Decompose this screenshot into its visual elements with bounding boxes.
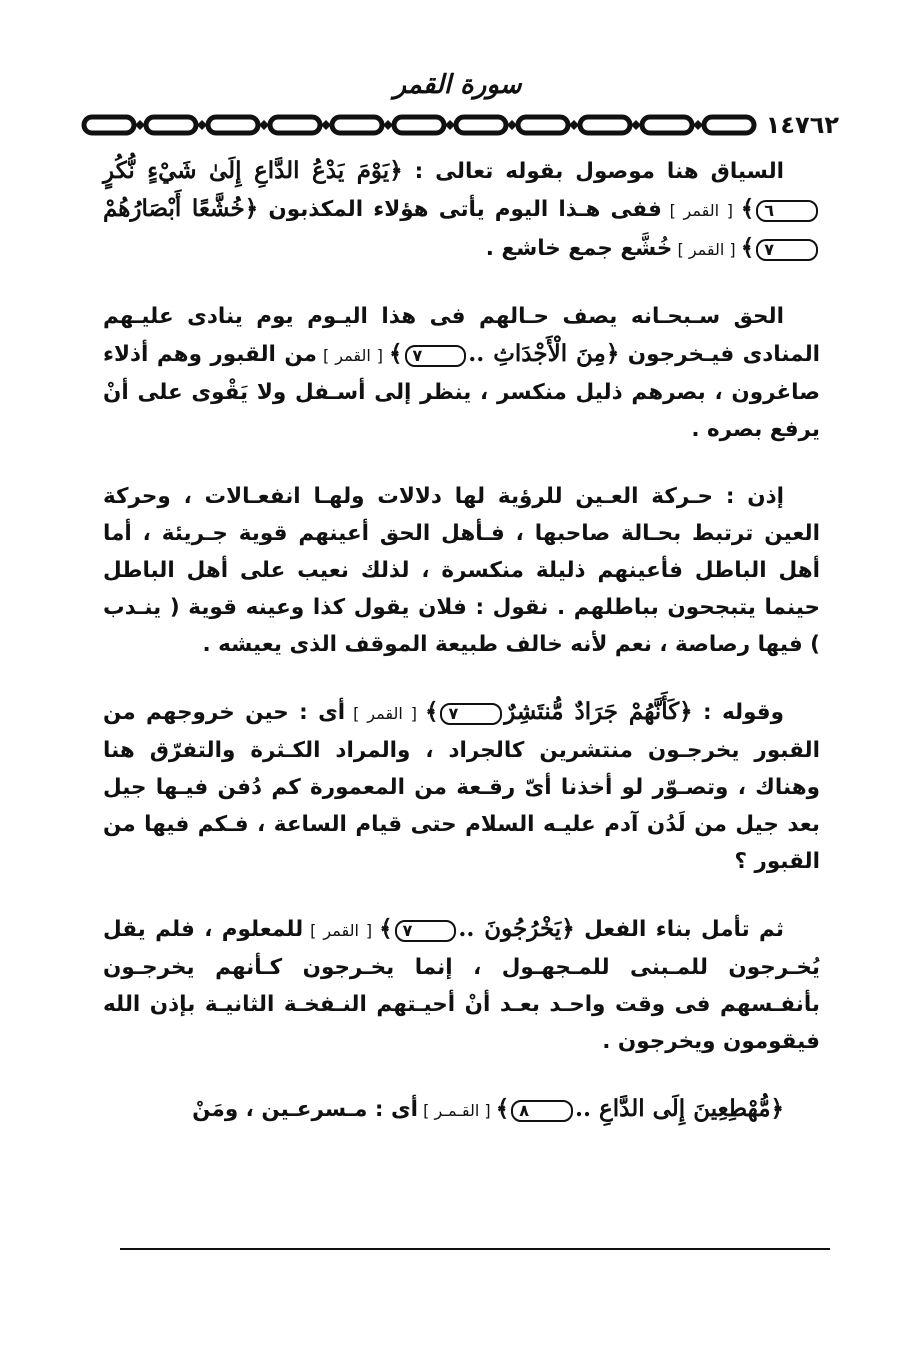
paragraph-5 xyxy=(103,910,820,1060)
text-run: ثم تأمل بناء الفعل xyxy=(574,917,784,942)
chain-ornament xyxy=(80,110,780,140)
ayah-number: ٨ xyxy=(511,1100,573,1122)
text-run: إذن : حـركة العـين للرؤية لها دلالات ولهـا انفعـالات ، وحركة العين ترتبط بحـالة صاحبها ، فـأهل الحق أعينهم قوية جـريئة ، أما أهل الباطل فأعينهم ذليلة منكسرة ، لذلك نعيب على أهل الباطل حينما يتبجحون بباطلهم . نقول : فلان يقول كذا وعينه قوية ( ينـدب ) فيها رصاصة ، نعم لأنه خالف طبيعة الموقف الذى يعيشه . xyxy=(103,484,820,657)
ayah-number: ٧ xyxy=(405,345,467,367)
quran-verse: ﴾ xyxy=(389,340,403,367)
quran-verse: ﴿يَوْمَ يَدْعُ الدَّاعِ إِلَىٰ شَيْءٍ نُّكُرٍ xyxy=(103,157,403,184)
page-body xyxy=(103,152,820,1159)
ayah-number: ٧ xyxy=(395,920,457,942)
paragraph-1 xyxy=(103,152,820,268)
text-run: للمعلوم ، فلم يقل يُخـرجون للمـبنى للمـجهـول ، إنما يخـرجون كـأنهم يخرجـون بأنفـسهم فى وقت واحـد بعـد أنْ أحيـتهم النـفخـة الثانيـة بإذن الله فيقومون ويخرجون . xyxy=(103,917,820,1054)
quran-verse: ﴾ xyxy=(379,915,393,942)
chain-link xyxy=(518,117,568,133)
chain-link xyxy=(456,117,506,133)
quran-verse: ﴿مِنَ الْأَجْدَاثِ .. xyxy=(468,340,620,367)
bottom-rule xyxy=(120,1248,830,1250)
ayah-number: ٦ xyxy=(756,200,818,222)
text-run: أى : مـسرعـين ، ومَنْ xyxy=(192,1097,419,1122)
chain-link xyxy=(208,117,258,133)
header-ornament-band xyxy=(80,110,845,140)
text-run: وقوله : xyxy=(692,700,784,725)
verse-reference: [ القمر ] xyxy=(317,346,390,365)
verse-reference: [ القمر ] xyxy=(303,921,380,940)
quran-verse: ﴾ xyxy=(740,195,755,222)
ayah-number: ٧ xyxy=(756,239,818,261)
chain-link xyxy=(146,117,196,133)
text-run: أى : حين خروجهم من القبور يخرجـون منتشرين كالجراد ، والمراد الكـثرة والتفرّق هنا وهناك ، وتصـوّر لو أخذنا أىّ رقـعة من المعمورة كم دُفن فيـها جيل بعد جيل من لَدُن آدم عليـه السلام حتى قيام الساعة ، فـكم فيها من القبور ؟ xyxy=(103,700,820,874)
paragraph-6 xyxy=(103,1090,820,1129)
text-run: ففى هـذا اليوم يأتى هؤلاء المكذبون xyxy=(258,197,662,222)
verse-reference: [ القمر ] xyxy=(661,201,741,220)
verse-reference: [ القـمـر ] xyxy=(418,1101,496,1120)
quran-verse: ﴿كَأَنَّهُمْ جَرَادٌ مُّنتَشِرٌ xyxy=(504,698,693,725)
paragraph-4 xyxy=(103,693,820,880)
quran-verse: ﴿مُّهْطِعِينَ إِلَى الدَّاعِ .. xyxy=(575,1095,784,1122)
chain-link xyxy=(704,117,754,133)
paragraph-3 xyxy=(103,478,820,663)
verse-reference: [ القمر ] xyxy=(345,704,425,723)
text-run: الحق سـبحـانه يصف حـالهم فى هذا اليـوم يوم ينادى عليـهم المنادى فيـخرجون xyxy=(103,304,821,367)
text-run: خُشَّع جمع خاشع . xyxy=(485,236,673,261)
surah-title: سورة القمر xyxy=(393,70,522,100)
chain-link xyxy=(332,117,382,133)
chain-link xyxy=(580,117,630,133)
text-run: السياق هنا موصول بقوله تعالى : xyxy=(402,159,785,184)
quran-verse: ﴿خُشَّعًا أَبْصَارُهُمْ xyxy=(103,195,259,222)
chain-link xyxy=(270,117,320,133)
quran-verse: ﴿يَخْرُجُونَ .. xyxy=(458,915,575,942)
quran-verse: ﴾ xyxy=(495,1095,510,1122)
ayah-number: ٧ xyxy=(440,703,502,725)
chain-link xyxy=(84,117,134,133)
chain-link xyxy=(394,117,444,133)
page-number: ١٤٧٦٢ xyxy=(760,110,845,140)
text-run: من القبور وهم أذلاء صاغرون ، بصرهم ذليل منكسر ، ينظر إلى أسـفل ولا يَقْوى على أنْ يرفع بصره . xyxy=(103,342,820,442)
verse-reference: [ القمر ] xyxy=(672,240,741,259)
quran-verse: ﴾ xyxy=(740,234,755,261)
paragraph-2 xyxy=(103,298,820,448)
quran-verse: ﴾ xyxy=(424,698,439,725)
chain-link xyxy=(642,117,692,133)
